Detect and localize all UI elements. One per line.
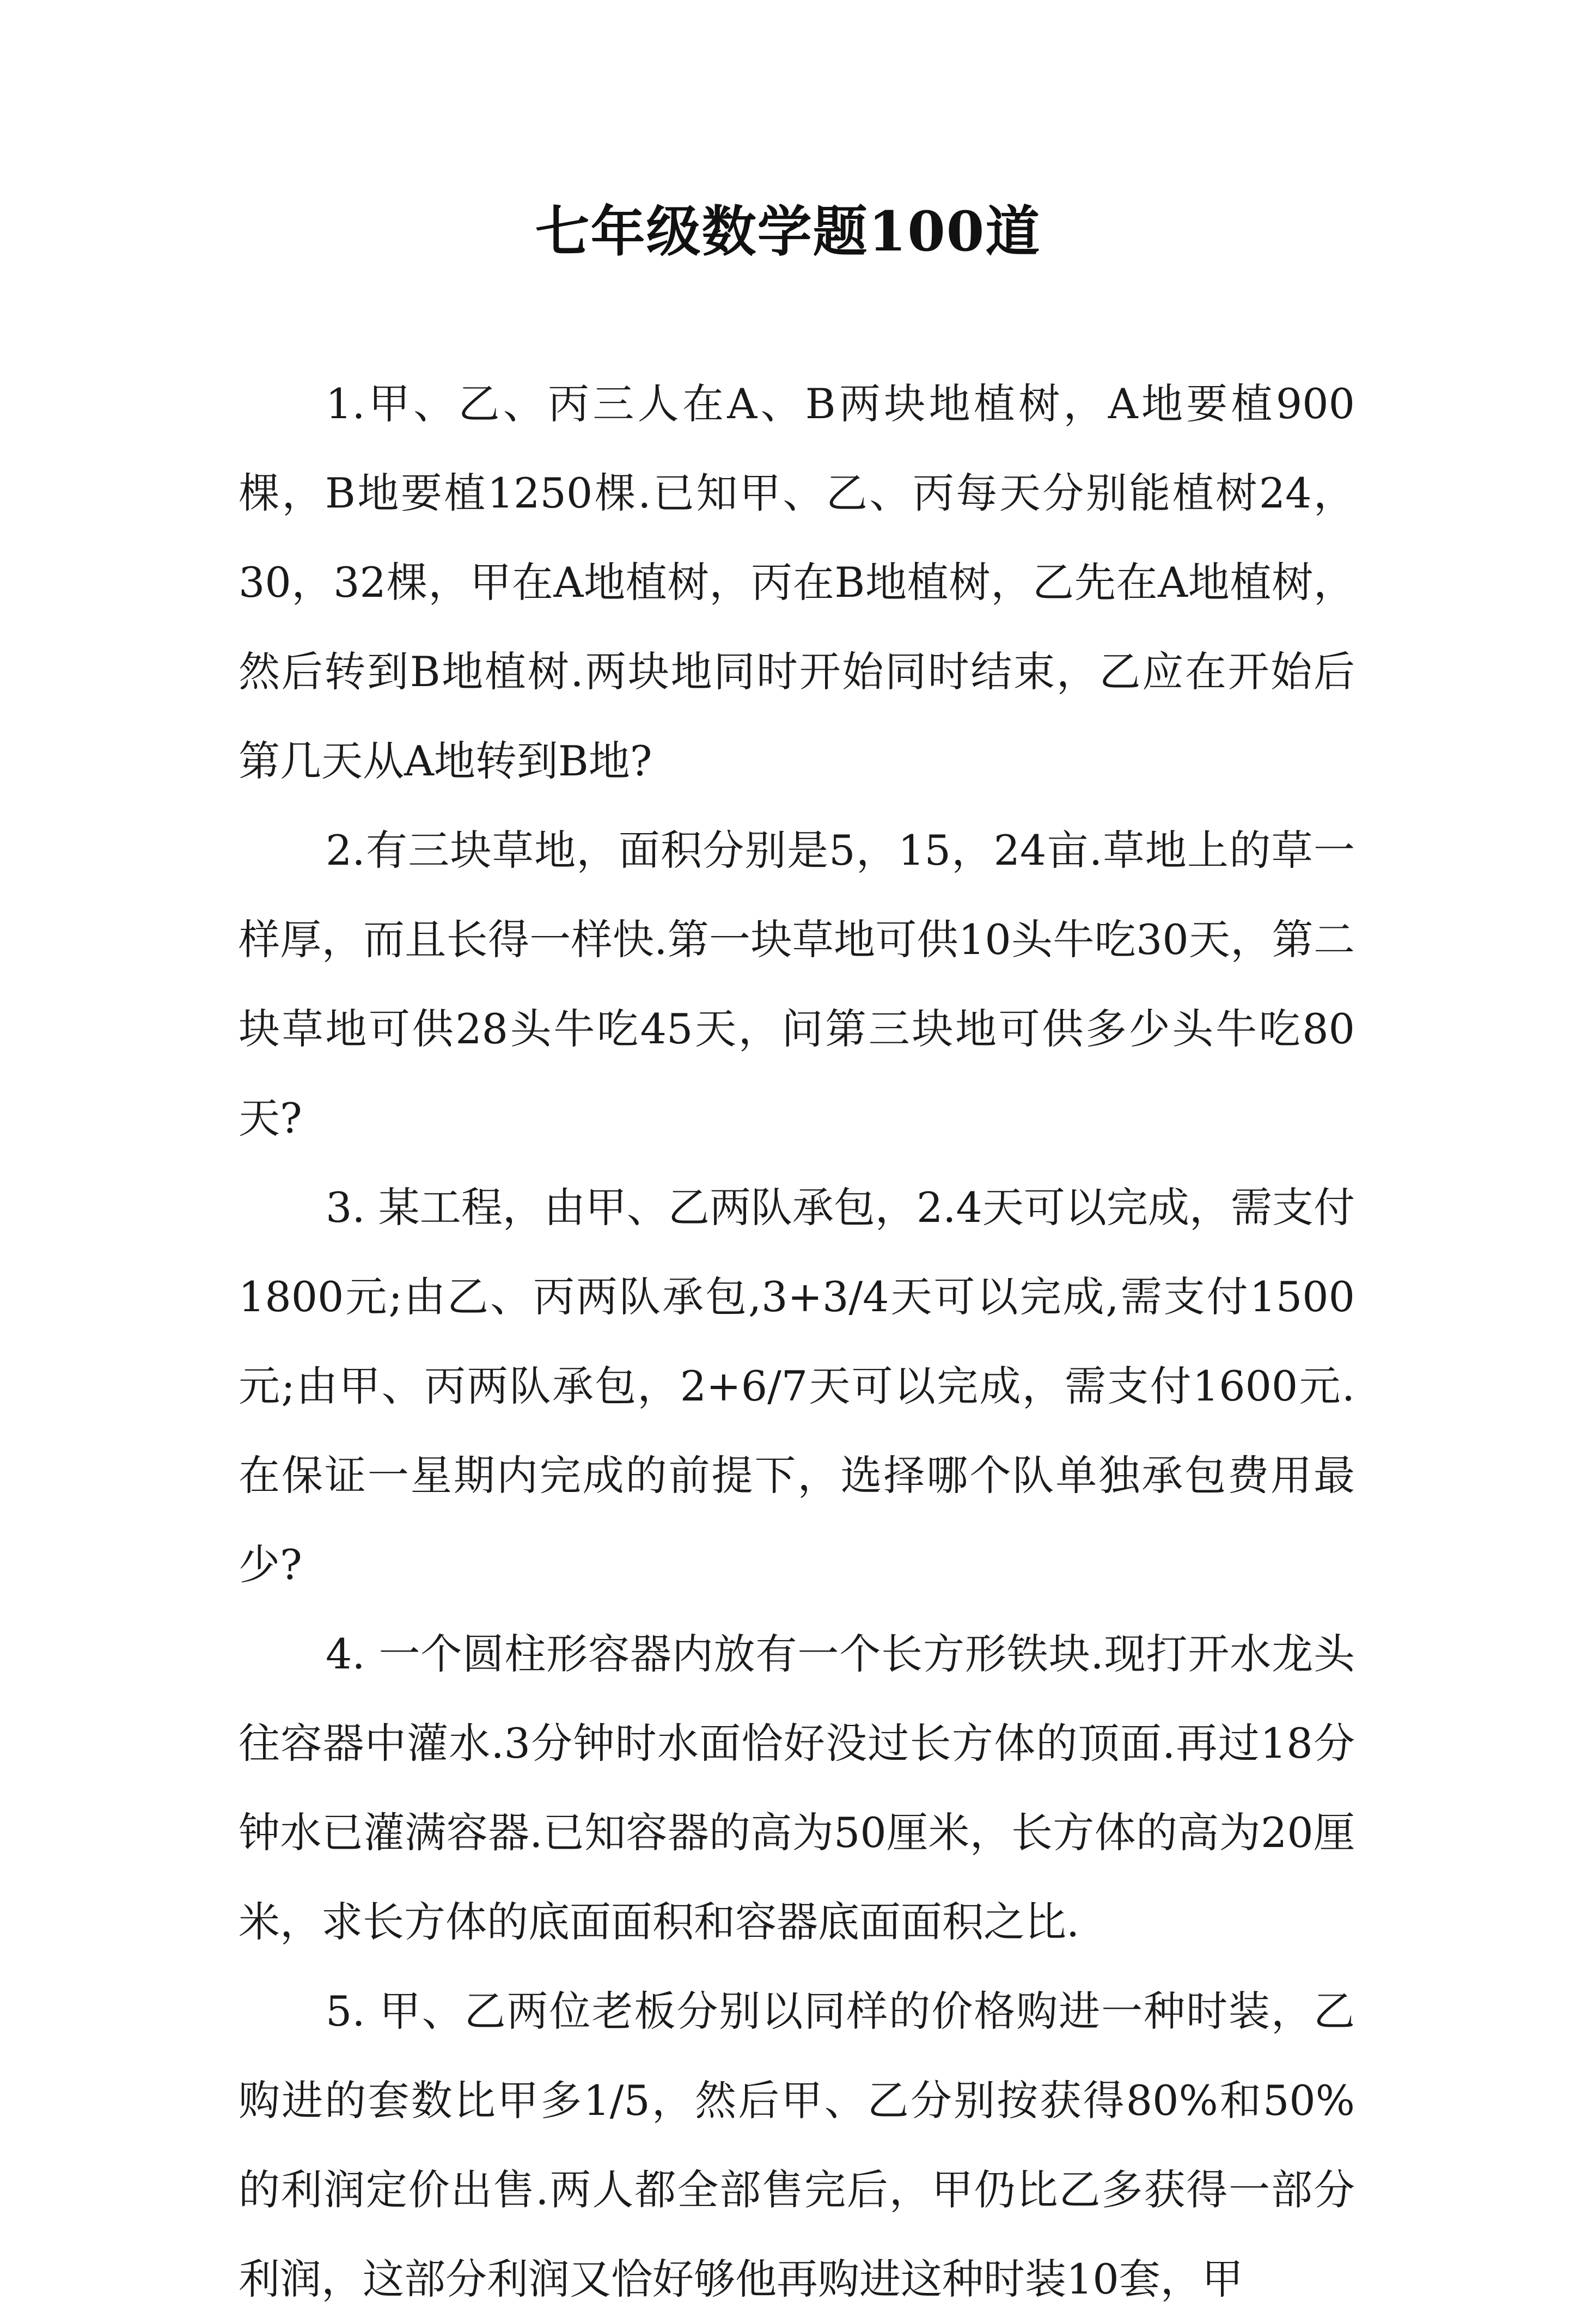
problem-1: 1.甲、乙、丙三人在A、B两块地植树，A地要植900棵，B地要植1250棵.已知甲、乙、丙每天分别能植树24，30，32棵，甲在A地植树，丙在B地植树，乙先在A地植树，然后转到B地植树.两块地同时开始同时结束，乙应在开始后第几天从A地转到B地?	[239, 380, 1355, 785]
problem-4: 4. 一个圆柱形容器内放有一个长方形铁块.现打开水龙头往容器中灌水.3分钟时水面恰好没过长方体的顶面.再过18分钟水已灌满容器.已知容器的高为50厘米，长方体的高为20厘米，求长方体的底面面积和容器底面面积之比.	[239, 1630, 1355, 1946]
problem-3: 3. 某工程，由甲、乙两队承包，2.4天可以完成，需支付1800元;由乙、丙两队承包,3+3/4天可以完成,需支付1500元;由甲、丙两队承包，2+6/7天可以完成，需支付1600元.在保证一星期内完成的前提下，选择哪个队单独承包费用最少?	[239, 1183, 1355, 1589]
problem-5: 5. 甲、乙两位老板分别以同样的价格购进一种时装，乙购进的套数比甲多1/5，然后甲、乙分别按获得80%和50%的利润定价出售.两人都全部售完后，甲仍比乙多获得一部分利润，这部分利润又恰好够他再购进这种时装10套，甲	[239, 1987, 1355, 2303]
problem-list	[239, 359, 1355, 2324]
problem-2: 2.有三块草地，面积分别是5，15，24亩.草地上的草一样厚，而且长得一样快.第一块草地可供10头牛吃30天，第二块草地可供28头牛吃45天，问第三块地可供多少头牛吃80天?	[239, 826, 1355, 1142]
document-title: 七年级数学题100道	[535, 199, 1041, 264]
